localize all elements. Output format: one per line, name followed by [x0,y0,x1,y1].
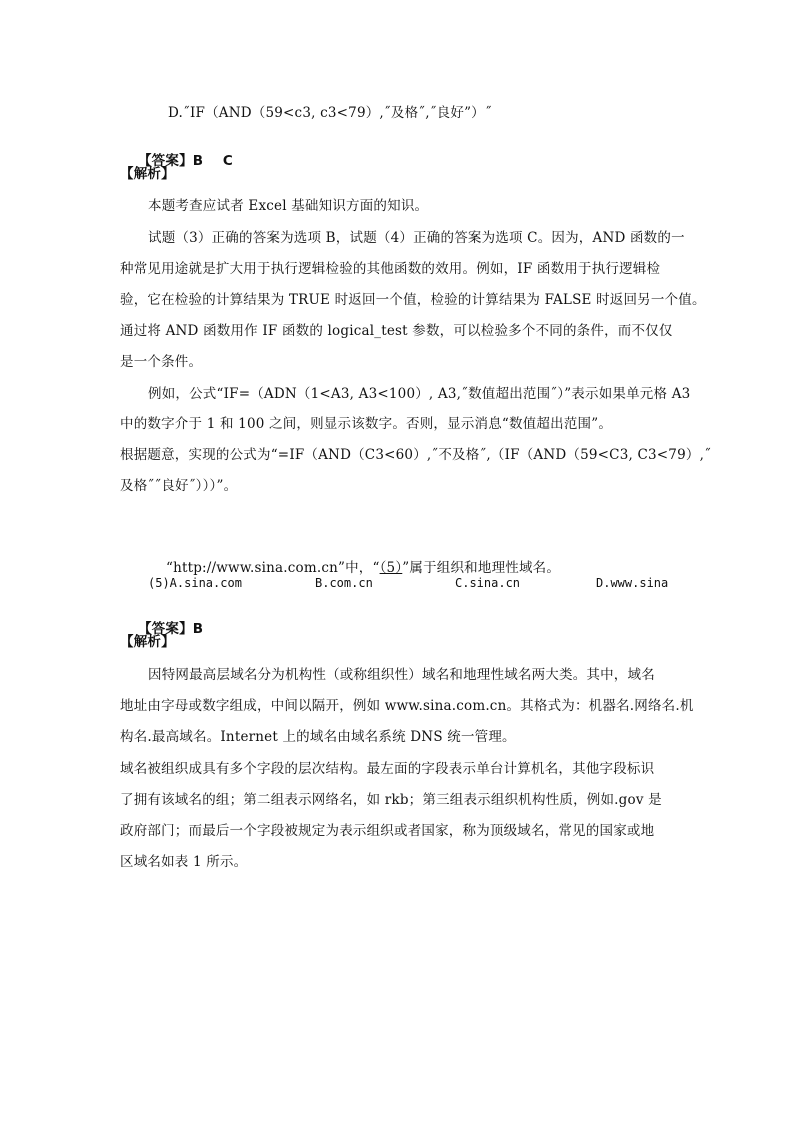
analysis-label: 【解析】 [120,166,175,182]
question-prefix: “http://www.sina.com.cn”中，“ [165,560,380,576]
paragraph-line: 构名.最高域名。Internet 上的域名由域名系统 DNS 统一管理。 [120,729,516,745]
paragraph-line: 及格˝˝良好˝）））”。 [120,478,238,494]
question-blank: （5） [379,560,403,576]
option-d-text: D.˝IF（AND（59<c3, c3<79）,˝及格˝,˝良好”）˝ [168,105,492,121]
paragraph-line: 了拥有该域名的组；第二组表示网络名，如 rkb；第三组表示组织机构性质，例如.gov 是 [120,792,662,808]
paragraph-line: 因特网最高层域名分为机构性（或称组织性）域名和地理性域名两大类。其中，域名 [148,667,655,683]
paragraph-line: 根据题意，实现的公式为“=IF（AND（C3<60）,˝不及格˝,（IF（AND（59<C3, C3<79）,˝ [120,447,712,463]
paragraph-line: 中的数字介于 1 和 100 之间，则显示该数字。否则，显示消息“数值超出范围”。 [120,416,613,432]
answer-label: 【答案】 [137,621,193,637]
answer-label: 【答案】 [137,153,193,169]
paragraph-line: 是一个条件。 [120,354,203,370]
answer-value: B C [192,153,233,169]
answer-value: B [192,621,204,637]
paragraph-line: 通过将 AND 函数用作 IF 函数的 logical_test 参数，可以检验多个不同的条件，而不仅仅 [120,323,673,339]
paragraph-line: 验，它在检验的计算结果为 TRUE 时返回一个值，检验的计算结果为 FALSE 时返回另一个值。 [120,292,706,308]
paragraph-line: 域名被组织成具有多个字段的层次结构。最左面的字段表示单台计算机名，其他字段标识 [120,761,655,777]
paragraph-line: 地址由字母或数字组成，中间以隔开，例如 www.sina.com.cn。其格式为：机器名.网络名.机 [120,698,694,714]
option-c: C.sina.cn [455,576,521,590]
option-d: D.www.sina [596,576,669,590]
paragraph-line: 试题（3）正确的答案为选项 B，试题（4）正确的答案为选项 C。因为，AND 函数的一 [148,230,685,246]
paragraph-line: 政府部门；而最后一个字段被规定为表示组织或者国家，称为顶级域名，常见的国家或地 [120,823,655,839]
paragraph-line: 区域名如表 1 所示。 [120,854,248,870]
paragraph-line: 例如，公式“IF=（ADN（1<A3, A3<100）, A3,˝数值超出范围˝）”表示如果单元格 A3 [148,386,691,402]
question-suffix: ”属于组织和地理性域名。 [402,560,561,576]
analysis-label: 【解析】 [120,634,175,650]
option-b: B.com.cn [315,576,373,590]
paragraph: 本题考查应试者 Excel 基础知识方面的知识。 [148,198,429,214]
paragraph-line: 种常见用途就是扩大用于执行逻辑检验的其他函数的效用。例如，IF 函数用于执行逻辑检 [120,261,661,277]
option-a: (5)A.sina.com [148,576,242,590]
